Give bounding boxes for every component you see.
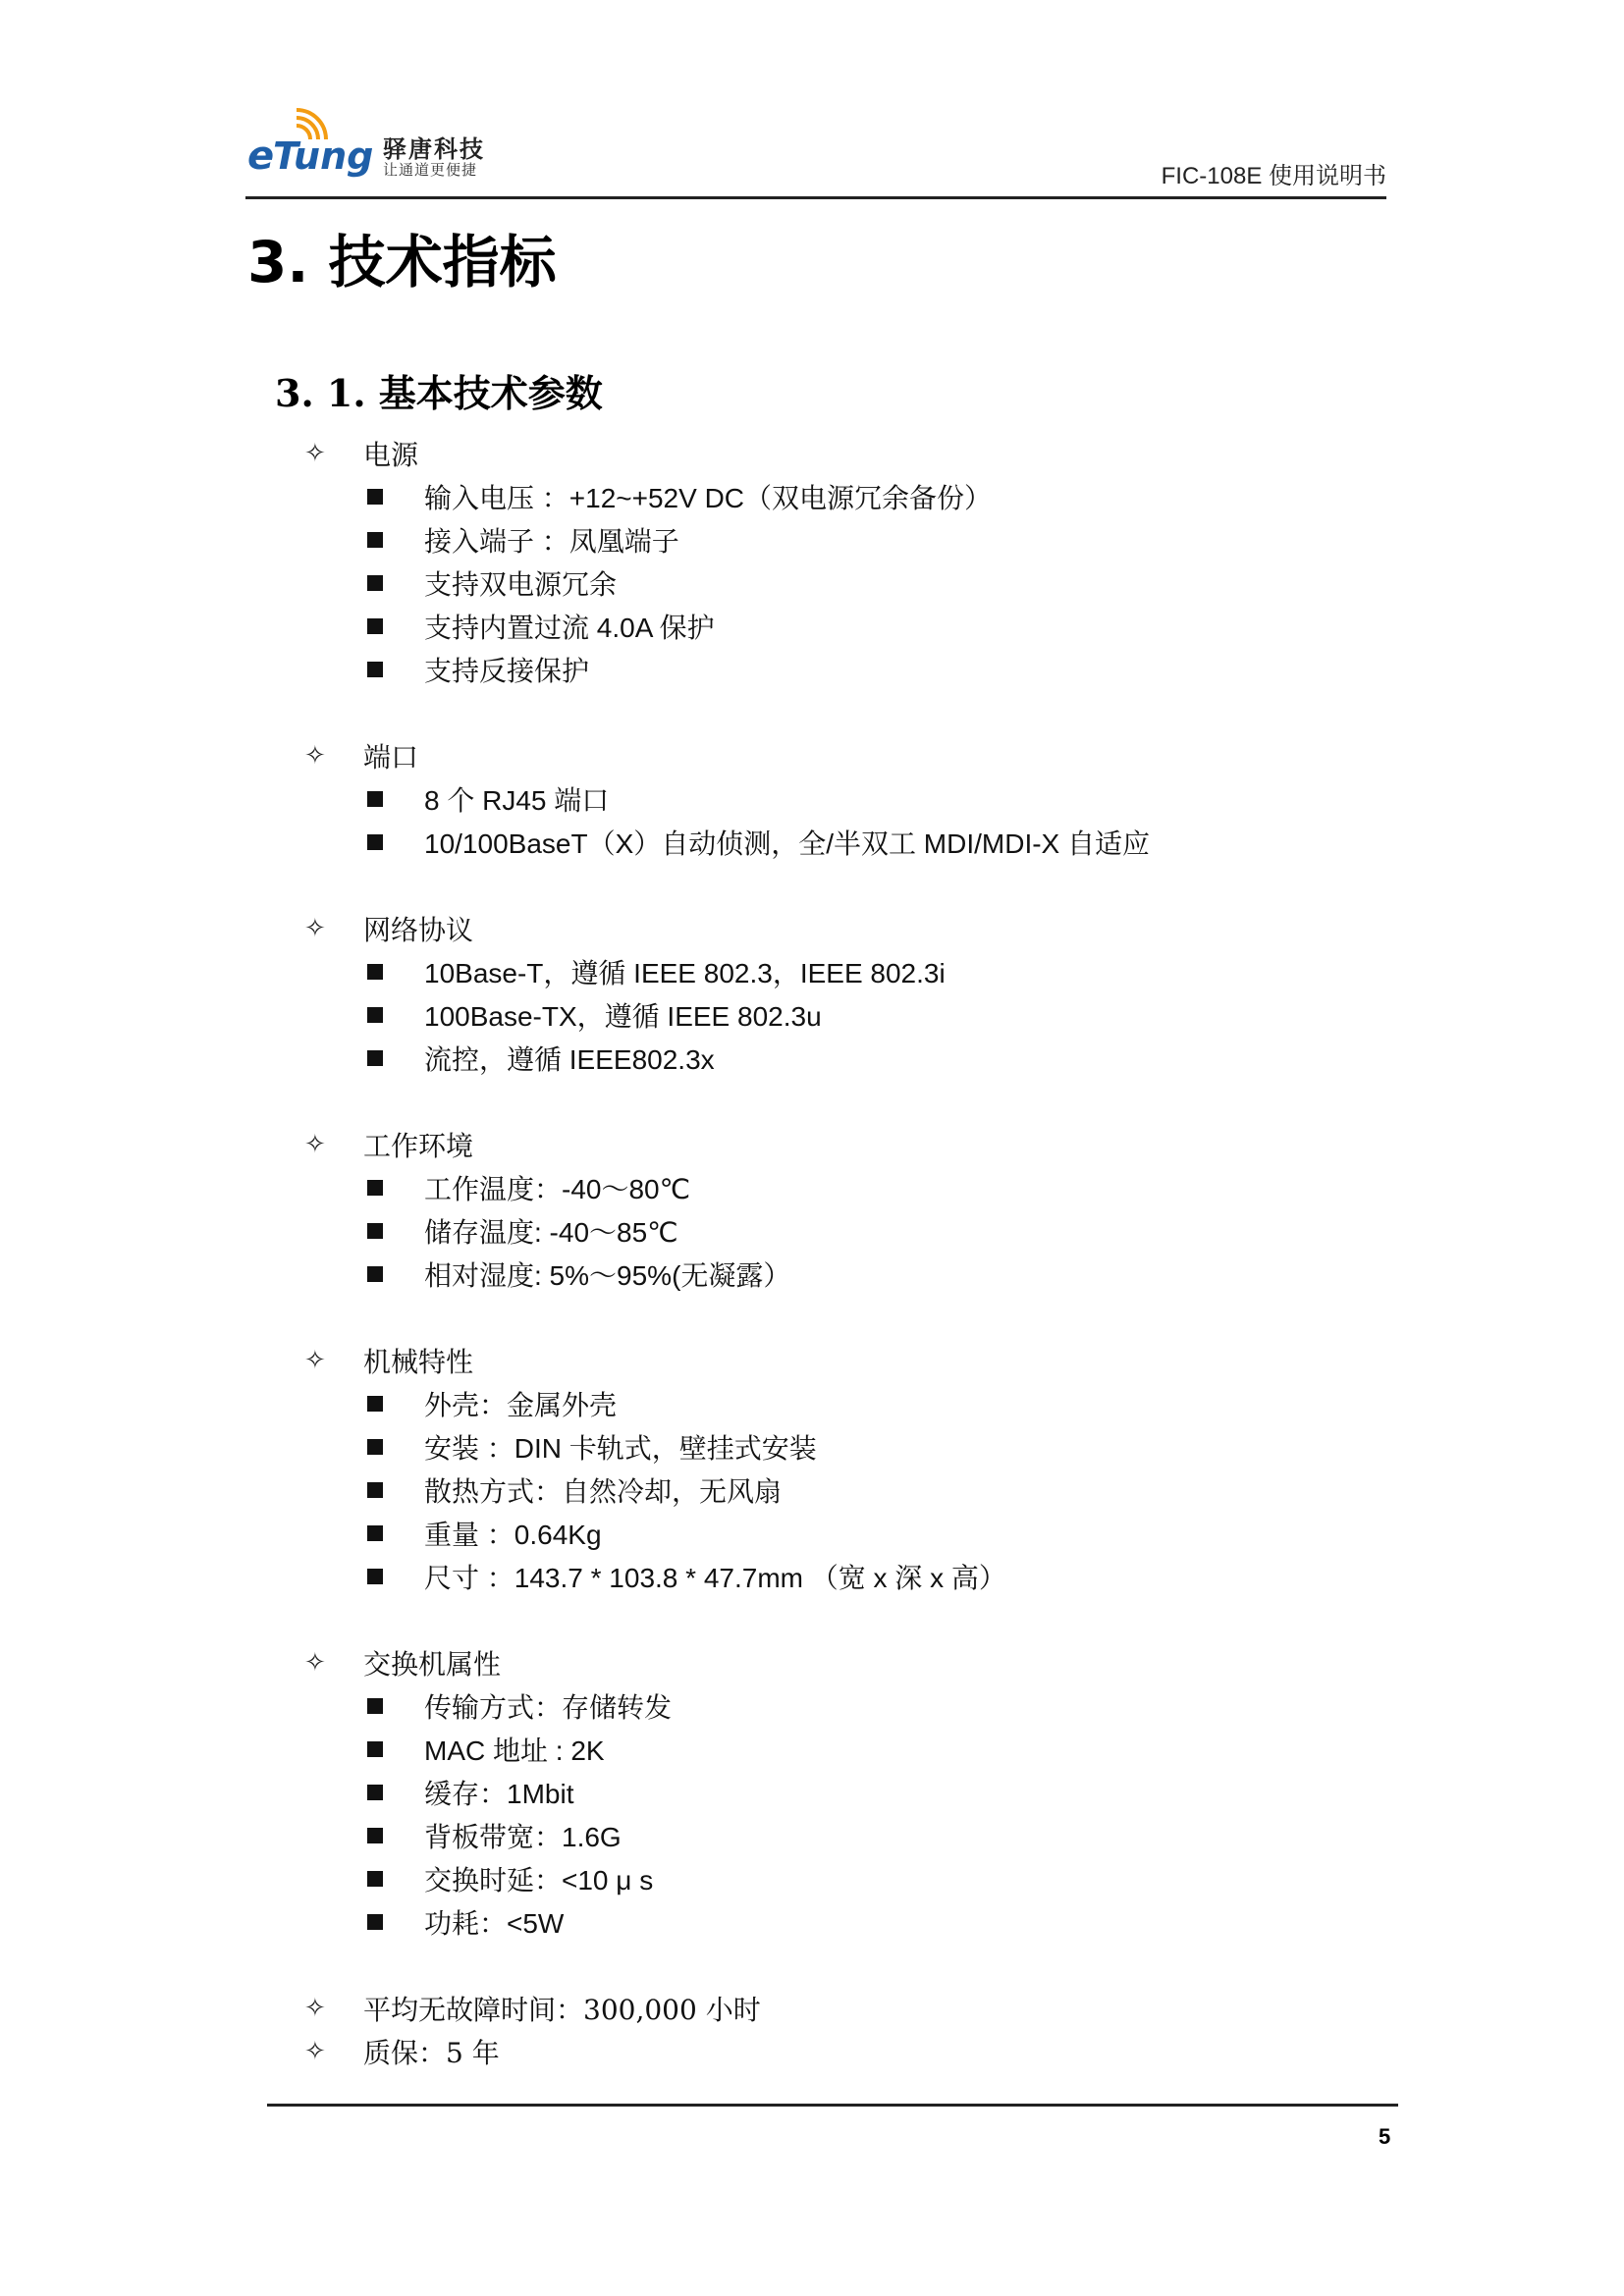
chapter-title: 3. 技术指标 [247,229,557,295]
section-title: 3. 1. 基本技术参数 [275,371,603,415]
diamond-bullet-icon: ✧ [304,1130,326,1159]
list-item: 尺寸 ：143.7 * 103.8 * 47.7mm （宽 x 深 x 高） [304,1555,1384,1598]
diamond-bullet-icon: ✧ [304,1346,326,1375]
diamond-bullet-icon: ✧ [304,439,326,468]
page-header [245,108,1386,199]
square-bullet-icon [367,1266,383,1282]
square-bullet-icon [367,1914,383,1930]
list-item: 重量 ：0.64Kg [304,1512,1384,1555]
square-bullet-icon [367,1698,383,1714]
list-item: 100Base-TX，遵循 IEEE 802.3u [304,993,1384,1037]
spec-group-protocols [304,907,1384,1080]
list-item: 工作温度：-40～80℃ [304,1166,1384,1209]
list-item: 功耗：<5W [304,1900,1384,1944]
square-bullet-icon [367,1741,383,1757]
list-item: 支持反接保护 [304,648,1384,691]
list-item: 交换时延：<10 μ s [304,1857,1384,1900]
document-title: FIC-108E 使用说明书 [1161,163,1386,189]
warranty-item: ✧ 质保：5 年 [304,2037,500,2069]
footer-rule [267,2104,1398,2107]
group-title: 机械特性 [363,1346,474,1378]
square-bullet-icon [367,1050,383,1066]
list-item: 10/100BaseT（X）自动侦测，全/半双工 MDI/MDI-X 自适应 [304,821,1384,864]
spec-content [304,432,1384,2073]
list-item: 输入电压 ：+12~+52V DC（双电源冗余备份） [304,475,1384,518]
diamond-bullet-icon: ✧ [304,1994,326,2023]
group-title: 工作环境 [363,1130,474,1162]
list-item: 散热方式：自然冷却，无风扇 [304,1468,1384,1512]
square-bullet-icon [367,1007,383,1023]
list-item: 支持双电源冗余 [304,561,1384,605]
square-bullet-icon [367,1871,383,1887]
list-item: 10Base-T，遵循 IEEE 802.3，IEEE 802.3i [304,950,1384,993]
company-name: 驿唐科技 [383,135,485,163]
page-number: 5 [1379,2124,1391,2149]
list-item: 传输方式：存储转发 [304,1684,1384,1728]
group-title: 电源 [363,439,419,471]
list-item: 支持内置过流 4.0A 保护 [304,605,1384,648]
square-bullet-icon [367,662,383,677]
list-item: 流控，遵循 IEEE802.3x [304,1037,1384,1080]
etung-logo [245,108,374,187]
square-bullet-icon [367,1482,383,1498]
company-slogan: 让通道更便捷 [383,161,478,179]
square-bullet-icon [367,964,383,980]
list-item: 储存温度: -40～85℃ [304,1209,1384,1253]
list-item: MAC 地址 : 2K [304,1728,1384,1771]
square-bullet-icon [367,1525,383,1541]
square-bullet-icon [367,1828,383,1843]
spec-group-power [304,432,1384,691]
spec-group-switch [304,1641,1384,1944]
square-bullet-icon [367,575,383,591]
square-bullet-icon [367,834,383,850]
svg-text:e: e [247,133,275,179]
diamond-bullet-icon: ✧ [304,1648,326,1678]
square-bullet-icon [367,1439,383,1455]
list-item: 接入端子 ：凤凰端子 [304,518,1384,561]
diamond-bullet-icon: ✧ [304,741,326,771]
spec-group-mechanical [304,1339,1384,1598]
square-bullet-icon [367,1396,383,1412]
svg-text:Tung: Tung [273,134,374,178]
spec-group-environment [304,1123,1384,1296]
list-item: 背板带宽：1.6G [304,1814,1384,1857]
list-item: 缓存：1Mbit [304,1771,1384,1814]
diamond-bullet-icon: ✧ [304,914,326,943]
group-title: 端口 [363,741,419,774]
square-bullet-icon [367,489,383,505]
mtbf-item: ✧ 平均无故障时间：300,000 小时 [304,1994,761,2026]
list-item: 外壳：金属外壳 [304,1382,1384,1425]
list-item: 相对湿度: 5%～95%(无凝露） [304,1253,1384,1296]
square-bullet-icon [367,532,383,548]
group-title: 网络协议 [363,914,474,946]
square-bullet-icon [367,1569,383,1584]
square-bullet-icon [367,1785,383,1800]
square-bullet-icon [367,1180,383,1196]
list-item: 安装 ：DIN 卡轨式，壁挂式安装 [304,1425,1384,1468]
spec-group-ports [304,734,1384,864]
square-bullet-icon [367,791,383,807]
diamond-bullet-icon: ✧ [304,2037,326,2066]
square-bullet-icon [367,618,383,634]
group-title: 交换机属性 [363,1648,502,1681]
square-bullet-icon [367,1223,383,1239]
list-item: 8 个 RJ45 端口 [304,777,1384,821]
